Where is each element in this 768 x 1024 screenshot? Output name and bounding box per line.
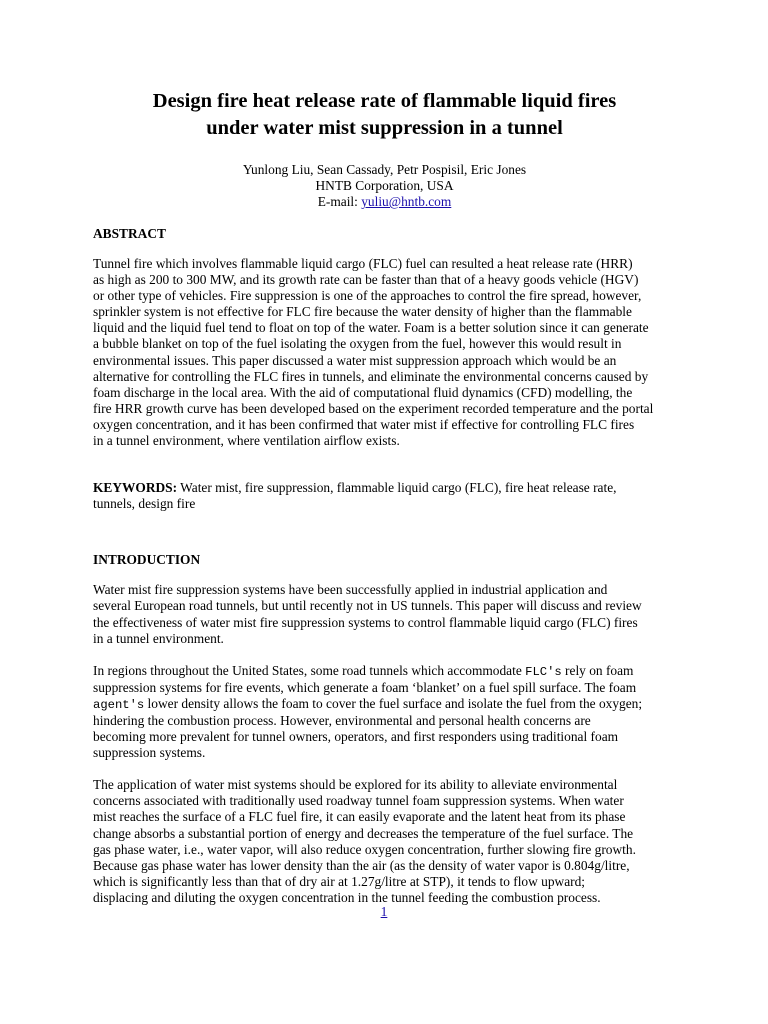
intro-p1-line: the effectiveness of water mist fire suppression systems to control flammable liquid cargo (FLC) fires <box>93 614 638 630</box>
intro-p1-line: in a tunnel environment. <box>93 630 224 646</box>
intro-p2-line: In regions throughout the United States, some road tunnels which accommodate FLC's rely on foam <box>93 662 634 679</box>
intro-paragraph-3 <box>93 777 676 906</box>
abstract-line: environmental issues. This paper discussed a water mist suppression approach which would be an <box>93 352 617 368</box>
abstract-text <box>93 256 676 449</box>
intro-p2-line: agent's lower density allows the foam to cover the fuel surface and isolate the fuel from the oxygen; <box>93 695 643 712</box>
intro-p1-line: several European road tunnels, but until recently not in US tunnels. This paper will discuss and review <box>93 598 642 614</box>
intro-p3-line: displacing and diluting the oxygen concentration in the tunnel feeding the combustion process. <box>93 889 601 905</box>
intro-p3-line: change absorbs a substantial portion of energy and decreases the temperature of the fuel surface. The <box>93 825 634 841</box>
intro-p2-line: suppression systems for fire events, which generate a foam ‘blanket’ on a fuel spill surface. The foam <box>93 679 637 695</box>
email-label: E-mail: <box>317 194 362 209</box>
abstract-line: liquid and the liquid fuel tend to float on top of the water. Foam is a better solution since it can generate <box>93 320 649 336</box>
intro-p3-line: Because gas phase water has lower density than the air (as the density of water vapor is 0.804g/litre, <box>93 857 630 873</box>
abstract-line: fire HRR growth curve has been developed based on the experiment recorded temperature and the portal <box>93 400 654 416</box>
introduction-heading: INTRODUCTION <box>93 552 201 568</box>
keywords-text: Water mist, fire suppression, flammable liquid cargo (FLC), fire heat release rate, <box>177 480 617 496</box>
author-names: Yunlong Liu, Sean Cassady, Petr Pospisil, Eric Jones <box>242 162 527 177</box>
intro-p1-line: Water mist fire suppression systems have been successfully applied in industrial application and <box>93 582 608 598</box>
abstract-line: Tunnel fire which involves flammable liquid cargo (FLC) fuel can resulted a heat release rate (HRR) <box>93 256 633 271</box>
abstract-line: oxygen concentration, and it has been confirmed that water mist if effective for controlling FLC fires <box>93 416 635 432</box>
paper-page <box>93 88 676 906</box>
abstract-line: a bubble blanket on top of the fuel isolating the oxygen from the fuel, however this would result in <box>93 336 622 352</box>
flc-term: FLC's <box>525 664 562 679</box>
keywords-label: KEYWORDS: <box>93 480 178 496</box>
intro-p3-line: The application of water mist systems should be explored for its ability to alleviate environmental <box>93 777 618 793</box>
abstract-heading: ABSTRACT <box>93 226 166 241</box>
page-number[interactable]: 1 <box>380 904 388 919</box>
author-block <box>93 162 676 210</box>
abstract-line: as high as 200 to 300 MW, and its growth rate can be faster than that of a heavy goods vehicle (HGV) <box>93 272 639 288</box>
keywords <box>93 480 676 512</box>
intro-paragraph-2 <box>93 663 676 762</box>
abstract-line: sprinkler system is not effective for FLC fire because the water density of higher than the flammable <box>93 304 632 320</box>
abstract-line: alternative for controlling the FLC fires in tunnels, and eliminate the environmental concerns caused by <box>93 368 649 384</box>
intro-p3-line: mist reaches the surface of a FLC fuel fire, it can easily evaporate and the latent heat from its phase <box>93 809 626 825</box>
author-email-line <box>93 194 676 210</box>
agent-term: agent's <box>93 697 145 712</box>
keywords-line-1 <box>93 480 676 496</box>
title-line-2: under water mist suppression in a tunnel <box>206 117 563 139</box>
intro-paragraph-1 <box>93 582 676 646</box>
abstract-line: foam discharge in the local area. With the aid of computational fluid dynamics (CFD) modelling, the <box>93 384 633 400</box>
paper-title <box>93 88 676 142</box>
intro-p3-line: concerns associated with traditionally used roadway tunnel foam suppression systems. When water <box>93 793 624 809</box>
email-link[interactable]: yuliu@hntb.com <box>361 194 452 209</box>
intro-p3-line: gas phase water, i.e., water vapor, will also reduce oxygen concentration, further slowing fire growth. <box>93 841 636 857</box>
intro-p2-line: becoming more prevalent for tunnel owners, operators, and first responders using traditional foam <box>93 729 619 745</box>
page-footer <box>0 904 768 920</box>
intro-p3-line: which is significantly less than that of dry air at 1.27g/litre at STP), it tends to flow upward; <box>93 873 586 889</box>
abstract-line: or other type of vehicles. Fire suppression is one of the approaches to control the fire spread, however, <box>93 288 642 304</box>
intro-p2-line: hindering the combustion process. However, environmental and personal health concerns are <box>93 712 591 728</box>
keywords-line-2: tunnels, design fire <box>93 496 196 512</box>
author-affiliation: HNTB Corporation, USA <box>315 178 454 193</box>
abstract-line: in a tunnel environment, where ventilation airflow exists. <box>93 433 400 449</box>
intro-p2-line: suppression systems. <box>93 745 206 761</box>
title-line-1: Design fire heat release rate of flammable liquid fires <box>152 90 617 112</box>
